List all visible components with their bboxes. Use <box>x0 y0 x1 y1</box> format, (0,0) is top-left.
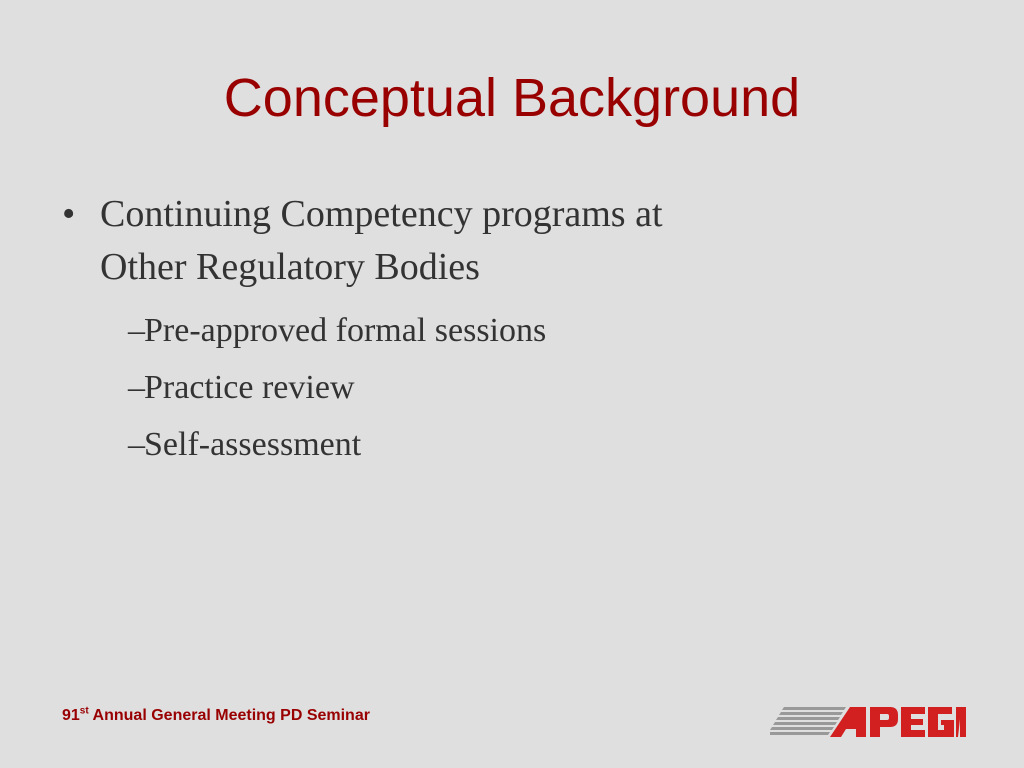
bullet-marker: • <box>62 193 76 235</box>
sub-bullet-marker: – <box>128 426 145 463</box>
sub-bullet-marker: – <box>128 312 145 349</box>
slide-title: Conceptual Background <box>223 68 801 128</box>
footer-ordinal-suffix: st <box>79 705 89 717</box>
sub-bullet-list <box>62 302 882 473</box>
sub-bullet-item <box>62 302 882 359</box>
sub-bullet-marker: – <box>128 369 145 406</box>
footer-seminar-label <box>62 707 370 725</box>
sub-bullet-text: Self-assessment <box>144 426 362 463</box>
footer-number: 91 <box>62 707 80 724</box>
slide-content <box>62 188 882 473</box>
logo-letters <box>830 707 954 737</box>
bullet-text-line-1: Continuing Competency programs at <box>100 193 663 235</box>
sub-bullet-item <box>62 416 882 473</box>
logo-letter-m <box>956 707 966 737</box>
apegm-logo <box>770 703 966 739</box>
sub-bullet-text: Pre-approved formal sessions <box>144 312 547 349</box>
bullet-text-line-2: Other Regulatory Bodies <box>100 246 480 288</box>
sub-bullet-text: Practice review <box>144 369 355 406</box>
bullet-item <box>62 188 882 294</box>
sub-bullet-item <box>62 359 882 416</box>
footer-text: Annual General Meeting PD Seminar <box>88 707 370 724</box>
